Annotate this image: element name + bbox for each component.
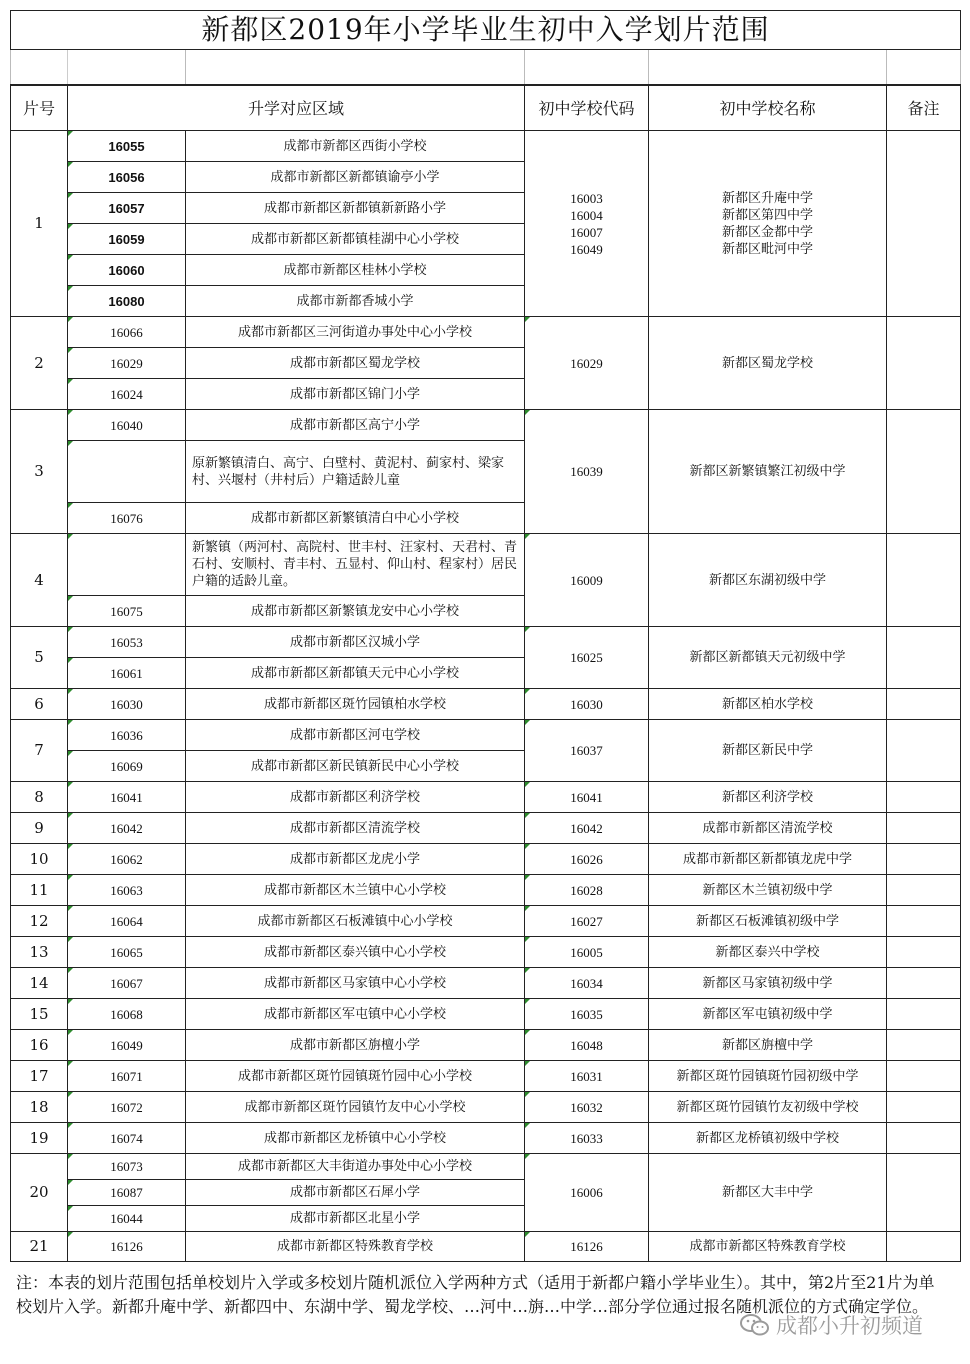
middle-school-code [525,875,649,906]
pian-number: 20 [11,1154,68,1232]
primary-school-code: 16065 [68,937,186,968]
middle-school-code-item: 16035 [570,1006,603,1022]
middle-school-name [649,968,887,999]
blank-row [11,50,961,86]
pian-number: 16 [11,1030,68,1061]
primary-school-code: 16066 [68,317,186,348]
middle-school-name-item: 新都区金都中学 [721,224,813,240]
middle-school-code-item: 16009 [570,572,603,588]
primary-school-code: 16076 [68,503,186,534]
primary-school-area: 成都市新都区河屯学校 [186,720,525,751]
remark-cell [887,534,961,627]
primary-school-code: 16024 [68,379,186,410]
primary-school-code: 16074 [68,1123,186,1154]
remark-cell [887,1061,961,1092]
remark-cell [887,999,961,1030]
pian-number: 7 [11,720,68,782]
pian-number: 4 [11,534,68,627]
remark-cell [887,689,961,720]
middle-school-name [649,410,887,534]
remark-cell [887,782,961,813]
primary-school-area: 成都市新都区三河街道办事处中心小学校 [186,317,525,348]
primary-school-code: 16030 [68,689,186,720]
middle-school-code [525,968,649,999]
middle-school-name-item: 新都区旃檀中学 [721,1037,813,1053]
middle-school-name [649,689,887,720]
middle-school-code-item: 16028 [570,882,603,898]
primary-school-code: 16055 [68,131,186,162]
primary-school-area: 成都市新都区军屯镇中心小学校 [186,999,525,1030]
middle-school-code-item: 16029 [570,355,603,371]
middle-school-name [649,999,887,1030]
primary-school-area: 成都市新都区北星小学 [186,1206,525,1232]
middle-school-code [525,906,649,937]
footnote: 注：本表的划片范围包括单校划片入学或多校划片随机派位入学两种方式（适用于新都户籍小学毕业生）。其中，第2片至21片为单校划片入学。新都升庵中学、新都四中、东湖中学、蜀龙学校、…河中…旃…中学…部分学位通过报名随机派位的方式确定学位。 [16,1273,935,1316]
primary-school-area: 成都市新都区汉城小学 [186,627,525,658]
pian-number: 14 [11,968,68,999]
table-row [11,937,961,968]
pian-number: 15 [11,999,68,1030]
middle-school-name-item: 新都区石板滩镇初级中学 [695,913,839,929]
middle-school-name [649,782,887,813]
middle-school-code [525,534,649,627]
middle-school-code-item: 16042 [570,820,603,836]
middle-school-code-item: 16126 [570,1239,603,1254]
primary-school-area: 成都市新都区清流学校 [186,813,525,844]
middle-school-name [649,627,887,689]
pian-number: 13 [11,937,68,968]
primary-school-code: 16126 [68,1232,186,1262]
middle-school-code [525,1061,649,1092]
primary-school-area: 成都市新都区西街小学校 [186,131,525,162]
remark-cell [887,1232,961,1262]
pian-number: 8 [11,782,68,813]
middle-school-name [649,1030,887,1061]
primary-school-area: 成都市新都区龙虎小学 [186,844,525,875]
middle-school-code [525,844,649,875]
primary-school-code: 16060 [68,255,186,286]
middle-school-code-item: 16005 [570,944,603,960]
middle-school-name [649,813,887,844]
pian-number: 5 [11,627,68,689]
table-row [11,844,961,875]
remark-cell [887,875,961,906]
middle-school-code-item: 16048 [570,1037,603,1053]
primary-school-code: 16068 [68,999,186,1030]
middle-school-name-item: 新都区木兰镇初级中学 [702,882,833,898]
pian-number: 6 [11,689,68,720]
remark-cell [887,844,961,875]
middle-school-code-item: 16006 [570,1185,603,1200]
table-row [11,968,961,999]
middle-school-name-item: 成都市新都区清流学校 [702,820,833,836]
admission-table-sheet [10,10,960,1262]
middle-school-code [525,131,649,317]
middle-school-name-item: 新都区新民中学 [721,743,813,758]
table-row [11,813,961,844]
middle-school-name [649,875,887,906]
remark-cell [887,131,961,317]
middle-school-code [525,689,649,720]
table-row [11,627,961,658]
middle-school-name [649,317,887,410]
primary-school-area: 新繁镇（两河村、高院村、世丰村、汪家村、天君村、青石村、安顺村、青丰村、五显村、仰山村、程家村）居民户籍的适龄儿童。 [186,534,525,596]
watermark-text: 成都小升初频道 [776,1314,923,1338]
middle-school-code-item: 16004 [570,207,603,223]
table-row [11,131,961,162]
table-row [11,1030,961,1061]
middle-school-code [525,782,649,813]
primary-school-area: 成都市新都区桂林小学校 [186,255,525,286]
middle-school-code-item: 16041 [570,789,603,805]
middle-school-code-item: 16039 [570,464,603,479]
primary-school-code: 16062 [68,844,186,875]
middle-school-name-item: 新都区利济学校 [721,789,813,805]
watermark [740,1305,970,1345]
table-row [11,410,961,441]
table-row [11,689,961,720]
middle-school-code [525,410,649,534]
header-pian: 片号 [11,85,68,131]
primary-school-code: 16056 [68,162,186,193]
table-row [11,1123,961,1154]
middle-school-name-item: 成都市新都区新都镇龙虎中学 [682,851,852,867]
primary-school-code [68,534,186,596]
middle-school-name-item: 新都区斑竹园镇竹友初级中学校 [676,1099,859,1115]
header-remark: 备注 [887,85,961,131]
middle-school-name [649,534,887,627]
remark-cell [887,1030,961,1061]
middle-school-name-item: 新都区蜀龙学校 [721,355,813,371]
middle-school-code [525,937,649,968]
primary-school-area: 成都市新都区斑竹园镇竹友中心小学校 [186,1092,525,1123]
remark-cell [887,813,961,844]
middle-school-code-item: 16030 [570,696,603,712]
table-row [11,720,961,751]
middle-school-code-item: 16007 [570,224,603,240]
primary-school-code: 16064 [68,906,186,937]
primary-school-area: 成都市新都区锦门小学 [186,379,525,410]
primary-school-code: 16067 [68,968,186,999]
remark-cell [887,968,961,999]
primary-school-code: 16087 [68,1180,186,1206]
middle-school-name [649,131,887,317]
middle-school-code [525,1092,649,1123]
middle-school-name [649,844,887,875]
remark-cell [887,1154,961,1232]
table-header [11,85,961,131]
middle-school-code-item: 16033 [570,1130,603,1146]
middle-school-code [525,1030,649,1061]
middle-school-name [649,1061,887,1092]
middle-school-code [525,1123,649,1154]
primary-school-area: 成都市新都区新民镇新民中心小学校 [186,751,525,782]
primary-school-area: 成都市新都区斑竹园镇斑竹园中心小学校 [186,1061,525,1092]
middle-school-name-item: 新都区新繁镇繁江初级中学 [689,464,846,479]
table-row [11,906,961,937]
primary-school-area: 成都市新都区旃檀小学 [186,1030,525,1061]
middle-school-name [649,1154,887,1232]
middle-school-code [525,813,649,844]
middle-school-name-item: 新都区东湖初级中学 [708,572,826,588]
middle-school-code-item: 16049 [570,241,603,257]
primary-school-area: 成都市新都区特殊教育学校 [186,1232,525,1262]
middle-school-name [649,1123,887,1154]
pian-number: 1 [11,131,68,317]
middle-school-name-item: 新都区军屯镇初级中学 [702,1006,833,1022]
remark-cell [887,317,961,410]
pian-number: 21 [11,1232,68,1262]
admission-zone-table [10,10,961,1262]
middle-school-name-item: 新都区马家镇初级中学 [702,975,833,991]
pian-number: 19 [11,1123,68,1154]
remark-cell [887,937,961,968]
primary-school-code: 16044 [68,1206,186,1232]
middle-school-name [649,1232,887,1262]
primary-school-code: 16041 [68,782,186,813]
primary-school-code: 16036 [68,720,186,751]
primary-school-area: 成都市新都区石犀小学 [186,1180,525,1206]
table-row [11,1092,961,1123]
middle-school-name-item: 新都区龙桥镇初级中学校 [695,1130,839,1146]
primary-school-area: 成都市新都区利济学校 [186,782,525,813]
middle-school-name [649,720,887,782]
primary-school-code: 16080 [68,286,186,317]
primary-school-code: 16040 [68,410,186,441]
middle-school-name-item: 新都区毗河中学 [721,241,813,257]
primary-school-area: 成都市新都区新都镇桂湖中心小学校 [186,224,525,255]
table-row [11,999,961,1030]
remark-cell [887,720,961,782]
table-row [11,534,961,596]
middle-school-code-item: 16032 [570,1099,603,1115]
middle-school-name-item: 新都区大丰中学 [721,1185,813,1200]
middle-school-name-item: 新都区斑竹园镇斑竹园初级中学 [676,1068,859,1084]
middle-school-code-item: 16027 [570,913,603,929]
middle-school-code [525,999,649,1030]
middle-school-name-item: 成都市新都区特殊教育学校 [689,1239,846,1254]
header-middle-school-name: 初中学校名称 [649,85,887,131]
table-row [11,1232,961,1262]
middle-school-code [525,317,649,410]
primary-school-code: 16069 [68,751,186,782]
primary-school-area: 成都市新都香城小学 [186,286,525,317]
primary-school-code: 16061 [68,658,186,689]
table-row [11,875,961,906]
pian-number: 11 [11,875,68,906]
primary-school-area: 成都市新都区蜀龙学校 [186,348,525,379]
middle-school-name-item: 新都区升庵中学 [721,190,813,206]
remark-cell [887,627,961,689]
pian-number: 18 [11,1092,68,1123]
middle-school-code [525,1232,649,1262]
middle-school-name [649,1092,887,1123]
primary-school-code: 16063 [68,875,186,906]
primary-school-code: 16059 [68,224,186,255]
middle-school-name-item: 新都区柏水学校 [721,696,813,712]
middle-school-code-item: 16031 [570,1068,603,1084]
primary-school-code: 16075 [68,596,186,627]
primary-school-code: 16071 [68,1061,186,1092]
primary-school-area: 成都市新都区斑竹园镇柏水学校 [186,689,525,720]
middle-school-code [525,1154,649,1232]
table-row [11,317,961,348]
pian-number: 3 [11,410,68,534]
pian-number: 12 [11,906,68,937]
primary-school-code: 16049 [68,1030,186,1061]
middle-school-code-item: 16034 [570,975,603,991]
page-title: 新都区2019年小学毕业生初中入学划片范围 [11,11,961,50]
primary-school-area: 成都市新都区新都镇谕亭小学 [186,162,525,193]
primary-school-area: 成都市新都区新都镇天元中心小学校 [186,658,525,689]
primary-school-area: 成都市新都区新都镇新新路小学 [186,193,525,224]
table-row [11,1061,961,1092]
pian-number: 17 [11,1061,68,1092]
middle-school-code [525,720,649,782]
primary-school-area: 成都市新都区马家镇中心小学校 [186,968,525,999]
primary-school-code: 16073 [68,1154,186,1180]
pian-number: 2 [11,317,68,410]
primary-school-code: 16042 [68,813,186,844]
primary-school-area: 成都市新都区龙桥镇中心小学校 [186,1123,525,1154]
middle-school-code-item: 16037 [570,743,603,758]
header-middle-school-code: 初中学校代码 [525,85,649,131]
primary-school-area: 成都市新都区木兰镇中心小学校 [186,875,525,906]
primary-school-code [68,441,186,503]
middle-school-name [649,906,887,937]
primary-school-area: 成都市新都区泰兴镇中心小学校 [186,937,525,968]
remark-cell [887,906,961,937]
middle-school-code-item: 16026 [570,851,603,867]
remark-cell [887,1092,961,1123]
primary-school-area: 成都市新都区石板滩镇中心小学校 [186,906,525,937]
header-area: 升学对应区域 [68,85,525,131]
primary-school-area: 成都市新都区新繁镇清白中心小学校 [186,503,525,534]
remark-cell [887,410,961,534]
middle-school-code [525,627,649,689]
middle-school-code-item: 16003 [570,190,603,206]
pian-number: 9 [11,813,68,844]
middle-school-name-item: 新都区泰兴中学校 [715,944,820,960]
primary-school-code: 16029 [68,348,186,379]
middle-school-name [649,937,887,968]
primary-school-area: 成都市新都区高宁小学 [186,410,525,441]
primary-school-area: 成都市新都区大丰街道办事处中心小学校 [186,1154,525,1180]
pian-number: 10 [11,844,68,875]
primary-school-code: 16072 [68,1092,186,1123]
middle-school-code-item: 16025 [570,650,603,665]
table-row [11,782,961,813]
table-row [11,1154,961,1180]
primary-school-code: 16057 [68,193,186,224]
wechat-icon [740,1313,770,1337]
remark-cell [887,1123,961,1154]
middle-school-name-item: 新都区第四中学 [721,207,813,223]
primary-school-area: 成都市新都区新繁镇龙安中心小学校 [186,596,525,627]
primary-school-area: 原新繁镇清白、高宁、白壁村、黄泥村、蓟家村、梁家村、兴堰村（井村后）户籍适龄儿童 [186,441,525,503]
primary-school-code: 16053 [68,627,186,658]
middle-school-name-item: 新都区新都镇天元初级中学 [689,650,846,665]
